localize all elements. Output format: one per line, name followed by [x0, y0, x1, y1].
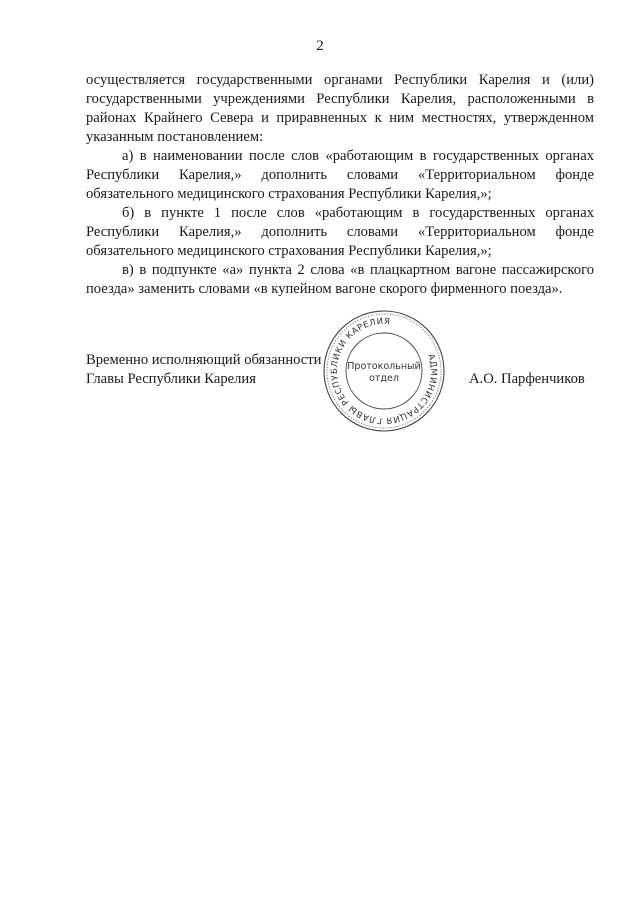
paragraph-item-b: б) в пункте 1 после слов «работающим в государственных органах Республики Карелия,» дополнить словами «Территориальном фонде обязательного медицинского страхования Республики Карелия,»; — [86, 205, 594, 259]
signatory-title — [86, 351, 321, 389]
signatory-title-line1: Временно исполняющий обязанности — [86, 352, 322, 368]
paragraph-item-c: в) в подпункте «а» пункта 2 слова «в плацкартном вагоне пассажирского поезда» заменить словами «в купейном вагоне скорого фирменного поезда». — [86, 262, 594, 297]
document-body — [86, 71, 594, 299]
signatory-name: А.О. Парфенчиков — [469, 371, 585, 387]
paragraph-item-a: а) в наименовании после слов «работающим в государственных органах Республики Карелия,» дополнить словами «Территориальном фонде обязательного медицинского страхования Республики Карелия,»; — [86, 148, 594, 202]
paragraph-continuation: осуществляется государственными органами Республики Карелия и (или) государственными учреждениями Республики Карелия, расположенными в районах Крайнего Севера и приравненных к ним местностях, утвержденном указанным постановлением: — [86, 72, 594, 145]
stamp-center-line1: Протокольный — [347, 361, 421, 372]
stamp-center-line2: отдел — [369, 373, 399, 384]
stamp-ring-text: АДМИНИСТРАЦИЯ ГЛАВЫ РЕСПУБЛИКИ КАРЕЛИЯ — [329, 316, 439, 426]
official-stamp — [322, 309, 446, 433]
page-number: 2 — [316, 38, 324, 54]
signatory-title-line2: Главы Республики Карелия — [86, 371, 256, 387]
